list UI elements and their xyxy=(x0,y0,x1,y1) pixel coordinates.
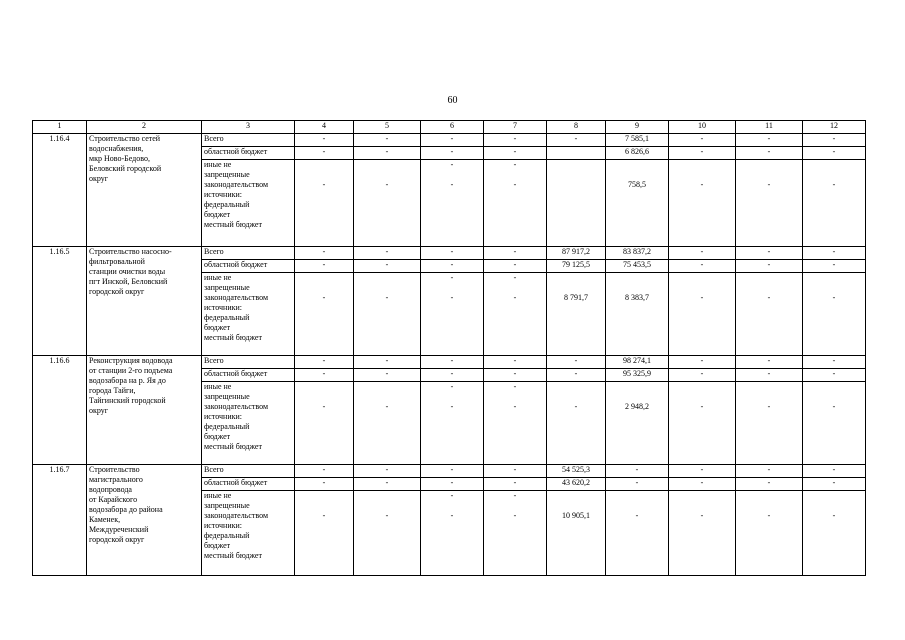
local-value: - xyxy=(450,293,454,302)
source-label-line: бюджет xyxy=(204,210,231,219)
local-value: - xyxy=(832,511,836,520)
federal-value xyxy=(738,382,800,392)
table-row xyxy=(33,247,866,260)
local-value: - xyxy=(385,511,389,520)
local-value: - xyxy=(574,402,578,411)
federal-value xyxy=(608,160,666,170)
value-cell: - xyxy=(421,260,484,273)
value-cell: - xyxy=(736,369,803,382)
value-cell: - xyxy=(354,369,421,382)
value-cell: - xyxy=(354,356,421,369)
value-cell: - xyxy=(295,356,354,369)
federal-value xyxy=(671,382,733,392)
local-value: - xyxy=(385,180,389,189)
item-name-line: Строительство сетей xyxy=(89,134,161,143)
item-name-line: Каменек, xyxy=(89,515,121,524)
value-cell: - xyxy=(484,465,547,478)
federal-value: - xyxy=(450,273,454,282)
source-label-line: иные не xyxy=(204,273,232,282)
value-cell xyxy=(547,147,606,160)
federal-value xyxy=(608,382,666,392)
item-name-line: городской округ xyxy=(89,535,145,544)
value-cell xyxy=(354,273,421,356)
source-label-line: иные не xyxy=(204,382,232,391)
value-cell: - xyxy=(421,147,484,160)
local-value: - xyxy=(700,293,704,302)
value-cell: - xyxy=(484,260,547,273)
item-code: 1.16.4 xyxy=(33,134,87,247)
value-cell: - xyxy=(295,478,354,491)
value-cell: - xyxy=(669,134,736,147)
source-label-line: бюджет xyxy=(204,323,231,332)
header-cell: 5 xyxy=(354,121,421,134)
local-value: - xyxy=(513,511,517,520)
federal-value xyxy=(297,491,351,501)
value-cell: - xyxy=(803,260,866,273)
value-cell: - xyxy=(354,247,421,260)
local-value: 758,5 xyxy=(628,180,646,189)
local-value: - xyxy=(700,180,704,189)
value-cell: - xyxy=(354,465,421,478)
value-cell xyxy=(295,382,354,465)
value-cell: - xyxy=(421,478,484,491)
value-cell: - xyxy=(547,134,606,147)
federal-value: - xyxy=(450,382,454,391)
item-name-line: Реконструкция водовода xyxy=(89,356,173,365)
header-cell: 11 xyxy=(736,121,803,134)
label-oblast: областной бюджет xyxy=(202,147,295,160)
item-code: 1.16.6 xyxy=(33,356,87,465)
federal-value xyxy=(297,273,351,283)
value-cell: 6 826,6 xyxy=(606,147,669,160)
value-cell: 43 620,2 xyxy=(547,478,606,491)
value-cell: - xyxy=(295,147,354,160)
value-cell: - xyxy=(421,134,484,147)
value-cell: - xyxy=(354,260,421,273)
source-label-line: запрещенные xyxy=(204,392,250,401)
item-name xyxy=(87,356,202,465)
value-cell: 83 837,2 xyxy=(606,247,669,260)
value-cell xyxy=(295,160,354,247)
federal-value xyxy=(356,273,418,283)
value-cell xyxy=(736,273,803,356)
header-cell: 7 xyxy=(484,121,547,134)
value-cell xyxy=(421,160,484,247)
source-label-line: местный бюджет xyxy=(204,333,262,342)
source-label-line: иные не xyxy=(204,160,232,169)
value-cell: 98 274,1 xyxy=(606,356,669,369)
page-number: 60 xyxy=(447,95,458,106)
value-cell xyxy=(803,160,866,247)
source-label-line: бюджет xyxy=(204,432,231,441)
source-label-line: законодательством xyxy=(204,511,269,520)
federal-value xyxy=(549,382,603,392)
federal-value: - xyxy=(513,382,517,391)
federal-value xyxy=(608,491,666,501)
value-cell xyxy=(736,491,803,576)
value-cell xyxy=(484,273,547,356)
source-label-line: законодательством xyxy=(204,402,269,411)
item-code: 1.16.5 xyxy=(33,247,87,356)
federal-value xyxy=(549,160,603,170)
value-cell: - xyxy=(803,465,866,478)
value-cell xyxy=(547,160,606,247)
source-label-line: бюджет xyxy=(204,541,231,550)
source-label-line: федеральный xyxy=(204,422,250,431)
value-cell: - xyxy=(484,147,547,160)
value-cell: - xyxy=(803,478,866,491)
value-cell: - xyxy=(736,260,803,273)
value-cell xyxy=(606,160,669,247)
item-name-line: округ xyxy=(89,174,109,183)
value-cell xyxy=(669,491,736,576)
value-cell: - xyxy=(803,247,866,260)
value-cell: 95 325,9 xyxy=(606,369,669,382)
local-value: - xyxy=(832,402,836,411)
local-value: 8 383,7 xyxy=(625,293,649,302)
value-cell xyxy=(669,273,736,356)
item-code: 1.16.7 xyxy=(33,465,87,576)
table-row xyxy=(33,134,866,147)
value-cell: - xyxy=(295,465,354,478)
value-cell: 79 125,5 xyxy=(547,260,606,273)
value-cell xyxy=(606,382,669,465)
header-cell: 2 xyxy=(87,121,202,134)
item-name-line: водопровода xyxy=(89,485,132,494)
source-label-line: запрещенные xyxy=(204,283,250,292)
header-cell: 8 xyxy=(547,121,606,134)
federal-value xyxy=(671,491,733,501)
local-value: - xyxy=(513,293,517,302)
source-label-line: федеральный xyxy=(204,531,250,540)
federal-value xyxy=(738,160,800,170)
value-cell: 75 453,5 xyxy=(606,260,669,273)
item-name-line: водозабора на р. Яя до xyxy=(89,376,166,385)
item-name-line: города Тайги, xyxy=(89,386,136,395)
label-oblast: областной бюджет xyxy=(202,260,295,273)
local-value: - xyxy=(767,293,771,302)
local-value: - xyxy=(322,180,326,189)
source-label-line: федеральный xyxy=(204,313,250,322)
federal-value xyxy=(356,160,418,170)
value-cell xyxy=(295,491,354,576)
value-cell xyxy=(354,160,421,247)
header-cell: 3 xyxy=(202,121,295,134)
value-cell: - xyxy=(669,369,736,382)
value-cell xyxy=(803,382,866,465)
label-other-sources xyxy=(202,382,295,465)
value-cell: - xyxy=(669,247,736,260)
value-cell: 7 585,1 xyxy=(606,134,669,147)
value-cell xyxy=(547,491,606,576)
value-cell: - xyxy=(803,147,866,160)
local-value: 10 905,1 xyxy=(562,511,590,520)
local-value: - xyxy=(700,402,704,411)
item-name-line: от Карайского xyxy=(89,495,138,504)
value-cell xyxy=(484,382,547,465)
local-value: - xyxy=(832,180,836,189)
value-cell: - xyxy=(669,465,736,478)
value-cell: - xyxy=(354,134,421,147)
value-cell: - xyxy=(484,247,547,260)
federal-value xyxy=(297,160,351,170)
federal-value xyxy=(671,160,733,170)
value-cell: - xyxy=(669,356,736,369)
source-label-line: местный бюджет xyxy=(204,551,262,560)
value-cell xyxy=(803,491,866,576)
value-cell: - xyxy=(606,465,669,478)
value-cell: - xyxy=(736,356,803,369)
local-value: - xyxy=(450,180,454,189)
federal-value xyxy=(297,382,351,392)
source-label-line: источники: xyxy=(204,190,242,199)
source-label-line: запрещенные xyxy=(204,501,250,510)
value-cell xyxy=(736,382,803,465)
table-row xyxy=(33,356,866,369)
federal-value: - xyxy=(513,491,517,500)
federal-value xyxy=(549,491,603,501)
value-cell: - xyxy=(421,356,484,369)
source-label-line: источники: xyxy=(204,521,242,530)
item-name xyxy=(87,134,202,247)
federal-value: - xyxy=(450,160,454,169)
item-name-line: станции очистки воды xyxy=(89,267,166,276)
local-value: 8 791,7 xyxy=(564,293,588,302)
federal-value: - xyxy=(513,273,517,282)
value-cell xyxy=(484,491,547,576)
source-label-line: местный бюджет xyxy=(204,220,262,229)
local-value: - xyxy=(635,511,639,520)
source-label-line: местный бюджет xyxy=(204,442,262,451)
local-value: - xyxy=(385,293,389,302)
value-cell: - xyxy=(484,134,547,147)
value-cell: 87 917,2 xyxy=(547,247,606,260)
label-other-sources xyxy=(202,160,295,247)
value-cell: - xyxy=(803,134,866,147)
item-name-line: Междуреченский xyxy=(89,525,149,534)
label-other-sources xyxy=(202,273,295,356)
item-name-line: водозабора до района xyxy=(89,505,163,514)
value-cell xyxy=(295,273,354,356)
local-value: - xyxy=(385,402,389,411)
budget-table xyxy=(32,120,866,576)
table-row xyxy=(33,465,866,478)
value-cell: - xyxy=(421,465,484,478)
header-cell: 1 xyxy=(33,121,87,134)
value-cell: - xyxy=(736,465,803,478)
item-name-line: водоснабжения, xyxy=(89,144,144,153)
label-oblast: областной бюджет xyxy=(202,369,295,382)
label-vsego: Всего xyxy=(202,247,295,260)
value-cell: - xyxy=(736,478,803,491)
item-name-line: фильтровальной xyxy=(89,257,145,266)
label-vsego: Всего xyxy=(202,134,295,147)
local-value: - xyxy=(832,293,836,302)
federal-value xyxy=(356,382,418,392)
local-value: - xyxy=(450,511,454,520)
value-cell xyxy=(421,491,484,576)
item-name-line: округ xyxy=(89,406,109,415)
value-cell xyxy=(484,160,547,247)
value-cell: - xyxy=(803,356,866,369)
value-cell xyxy=(669,160,736,247)
value-cell: - xyxy=(354,478,421,491)
value-cell: - xyxy=(669,478,736,491)
federal-value xyxy=(549,273,603,283)
federal-value xyxy=(805,382,863,392)
source-label-line: источники: xyxy=(204,412,242,421)
federal-value xyxy=(671,273,733,283)
local-value xyxy=(549,180,603,190)
federal-value xyxy=(805,491,863,501)
value-cell: - xyxy=(354,147,421,160)
item-name-line: от станции 2-го подъема xyxy=(89,366,173,375)
source-label-line: источники: xyxy=(204,303,242,312)
header-cell: 12 xyxy=(803,121,866,134)
source-label-line: иные не xyxy=(204,491,232,500)
header-row xyxy=(33,121,866,134)
value-cell: - xyxy=(295,369,354,382)
item-name-line: Тайгинский городской xyxy=(89,396,166,405)
value-cell: - xyxy=(736,147,803,160)
value-cell xyxy=(354,491,421,576)
source-label-line: федеральный xyxy=(204,200,250,209)
source-label-line: законодательством xyxy=(204,293,269,302)
item-name-line: Строительство xyxy=(89,465,140,474)
federal-value xyxy=(738,491,800,501)
value-cell: - xyxy=(669,260,736,273)
item-name xyxy=(87,465,202,576)
local-value: - xyxy=(700,511,704,520)
value-cell: - xyxy=(295,134,354,147)
value-cell xyxy=(606,273,669,356)
value-cell: - xyxy=(736,247,803,260)
value-cell xyxy=(421,382,484,465)
value-cell xyxy=(547,273,606,356)
value-cell xyxy=(803,273,866,356)
label-oblast: областной бюджет xyxy=(202,478,295,491)
federal-value xyxy=(608,273,666,283)
local-value: - xyxy=(322,402,326,411)
local-value: - xyxy=(322,293,326,302)
source-label-line: законодательством xyxy=(204,180,269,189)
item-name-line: магистрального xyxy=(89,475,143,484)
value-cell: - xyxy=(484,369,547,382)
item-name-line: пгт Инской, Беловский xyxy=(89,277,168,286)
label-vsego: Всего xyxy=(202,356,295,369)
value-cell xyxy=(606,491,669,576)
local-value: - xyxy=(767,511,771,520)
value-cell: - xyxy=(295,260,354,273)
federal-value xyxy=(356,491,418,501)
item-name xyxy=(87,247,202,356)
label-vsego: Всего xyxy=(202,465,295,478)
value-cell xyxy=(421,273,484,356)
value-cell: - xyxy=(547,356,606,369)
local-value: - xyxy=(513,402,517,411)
item-name-line: Строительство насосно- xyxy=(89,247,172,256)
value-cell: 54 525,3 xyxy=(547,465,606,478)
value-cell: - xyxy=(803,369,866,382)
value-cell: - xyxy=(295,247,354,260)
value-cell xyxy=(547,382,606,465)
item-name-line: мкр Ново-Бедово, xyxy=(89,154,150,163)
header-cell: 6 xyxy=(421,121,484,134)
value-cell: - xyxy=(606,478,669,491)
local-value: - xyxy=(767,402,771,411)
value-cell: - xyxy=(736,134,803,147)
value-cell: - xyxy=(421,369,484,382)
item-name-line: городской округ xyxy=(89,287,145,296)
federal-value xyxy=(805,160,863,170)
header-cell: 4 xyxy=(295,121,354,134)
value-cell xyxy=(736,160,803,247)
federal-value: - xyxy=(450,491,454,500)
value-cell xyxy=(354,382,421,465)
federal-value xyxy=(805,273,863,283)
header-cell: 9 xyxy=(606,121,669,134)
value-cell: - xyxy=(547,369,606,382)
local-value: - xyxy=(322,511,326,520)
header-cell: 10 xyxy=(669,121,736,134)
value-cell: - xyxy=(484,478,547,491)
label-other-sources xyxy=(202,491,295,576)
value-cell xyxy=(669,382,736,465)
local-value: - xyxy=(767,180,771,189)
local-value: - xyxy=(513,180,517,189)
value-cell: - xyxy=(669,147,736,160)
federal-value xyxy=(738,273,800,283)
source-label-line: запрещенные xyxy=(204,170,250,179)
item-name-line: Беловский городской xyxy=(89,164,162,173)
local-value: 2 948,2 xyxy=(625,402,649,411)
local-value: - xyxy=(450,402,454,411)
value-cell: - xyxy=(421,247,484,260)
value-cell: - xyxy=(484,356,547,369)
federal-value: - xyxy=(513,160,517,169)
